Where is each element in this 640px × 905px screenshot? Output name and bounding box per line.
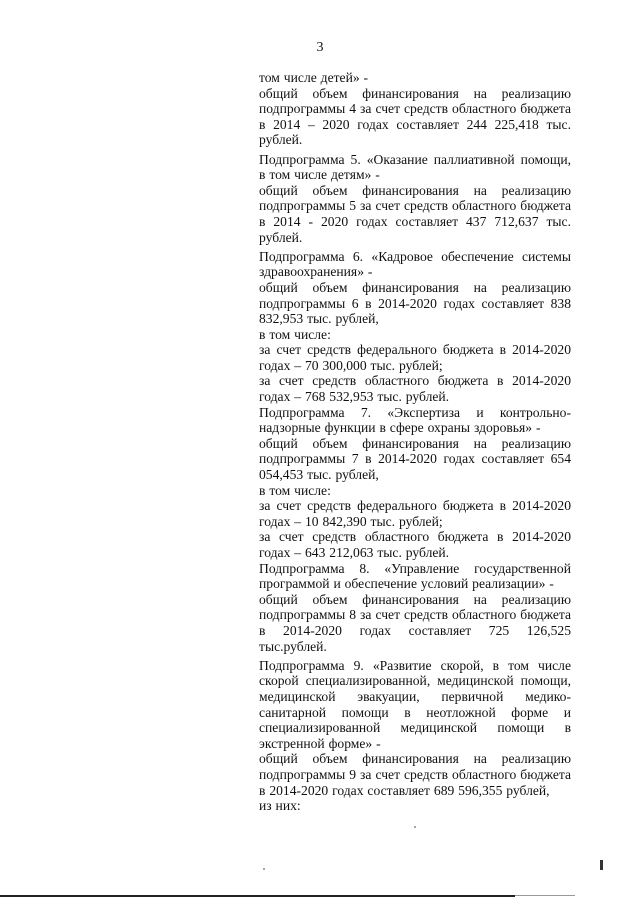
document-body	[259, 70, 571, 814]
paragraph: за счет средств областного бюджета в 2014-2020 годах – 643 212,063 тыс. рублей.	[259, 529, 571, 560]
paragraph: Подпрограмма 7. «Экспертиза и контрольно-надзорные функции в сфере охраны здоровья» -	[259, 404, 571, 436]
paragraph: общий объем финансирования на реализацию подпрограммы 4 за счет средств областного бюджета в 2014 – 2020 годах составляет 244 225,418 тыс. рублей.	[259, 85, 571, 148]
paragraph: том числе детей» -	[259, 70, 369, 85]
bottom-rule	[0, 895, 515, 897]
page-number: 3	[316, 40, 324, 55]
paragraph: общий объем финансирования на реализацию подпрограммы 9 за счет средств областного бюджета в 2014-2020 годах составляет 689 596,355 рублей,	[259, 751, 571, 798]
paragraph: из них:	[259, 798, 301, 814]
paragraph: за счет средств областного бюджета в 2014-2020 годах – 768 532,953 тыс. рублей.	[259, 373, 571, 405]
paragraph: в том числе:	[259, 482, 331, 498]
paragraph: общий объем финансирования на реализацию подпрограммы 8 за счет средств областного бюджета в 2014-2020 годах составляет 725 126,525 тыс.рублей.	[259, 591, 571, 654]
paragraph: общий объем финансирования на реализацию подпрограммы 6 в 2014-2020 годах составляет 838 832,953 тыс. рублей,	[259, 279, 571, 327]
paragraph: в том числе:	[259, 326, 331, 342]
bottom-rule-fade	[515, 895, 575, 896]
paragraph: общий объем финансирования на реализацию подпрограммы 7 в 2014-2020 годах составляет 654 054,453 тыс. рублей,	[259, 435, 571, 483]
paragraph: Подпрограмма 5. «Оказание паллиативной помощи, в том числе детям» -	[259, 151, 571, 183]
paragraph: за счет средств федерального бюджета в 2014-2020 годах – 10 842,390 тыс. рублей;	[259, 498, 571, 529]
paragraph: за счет средств федерального бюджета в 2014-2020 годах – 70 300,000 тыс. рублей;	[259, 342, 571, 373]
scan-speck	[414, 826, 416, 828]
paragraph: Подпрограмма 9. «Развитие скорой, в том числе скорой специализированной, медицинской помощи, медицинской эвакуации, первичной медико-санитарной помощи в неотложной форме и специализированной медицинской помощи в экстренной форме» -	[259, 657, 571, 751]
scan-mark	[600, 860, 603, 870]
paragraph: Подпрограмма 8. «Управление государственной программой и обеспечение условий реализации» -	[259, 560, 571, 592]
paragraph: Подпрограмма 6. «Кадровое обеспечение системы здравоохранения» -	[259, 248, 571, 280]
paragraph: общий объем финансирования на реализацию подпрограммы 5 за счет средств областного бюджета в 2014 - 2020 годах составляет 437 712,637 тыс. рублей.	[259, 182, 571, 245]
scan-speck	[263, 868, 265, 870]
